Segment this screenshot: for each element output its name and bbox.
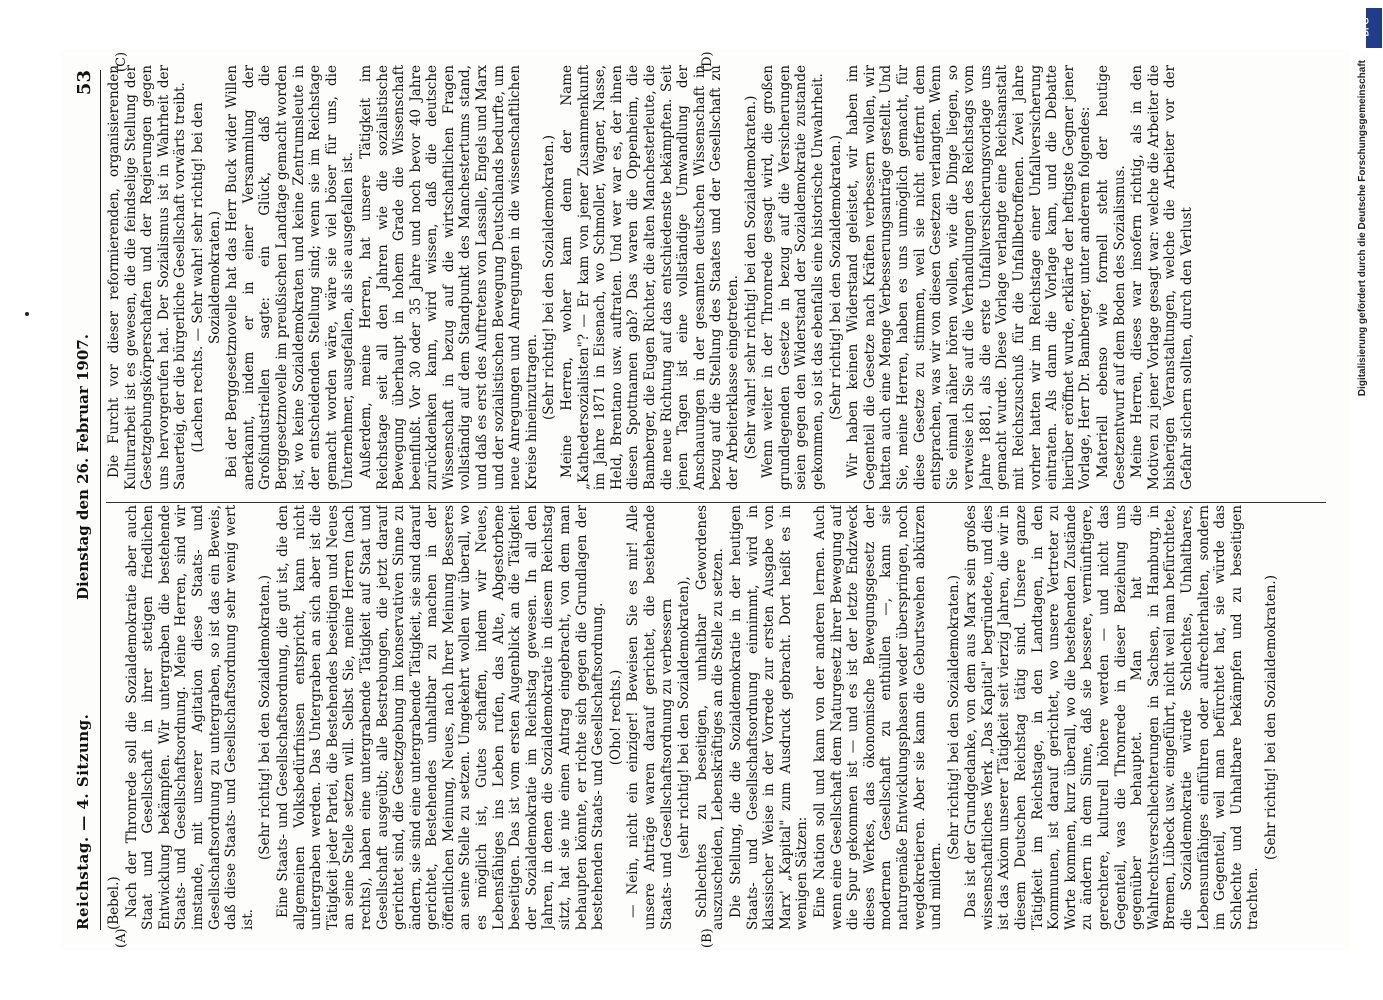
interjection-paragraph: (Sehr richtig! bei den Sozialdemokraten.) [827, 135, 844, 421]
text-paragraph: Meine Herren, dieses war insofern richtig, als in den Motiven zu jener Vorlage gesagt war: welche die Arbeiter die bisherigen Veranstaltungen, welche die Arbeiter vor der Gefahr sichern sollten, durch den Verlust [1129, 65, 1195, 490]
page-header [70, 70, 101, 930]
dfg-logo [1360, 8, 1382, 48]
header-title: Reichstag. — 4. Sitzung. [74, 713, 92, 930]
interjection-paragraph: (Sehr richtig! bei den Sozialdemokraten.) [1262, 575, 1279, 861]
speaker-tag: (Bebel.) [106, 876, 122, 930]
margin-mark-a: (A) [114, 928, 129, 948]
left-text-column [106, 505, 1326, 930]
print-speck [25, 312, 29, 316]
interjection-paragraph: (Sehr richtig! bei den Sozialdemokraten.) [257, 575, 274, 861]
column-divider [106, 502, 1326, 503]
margin-mark-d: (D) [700, 51, 715, 72]
text-paragraph: Meine Herren, woher kam denn der Name „Kathedersozialisten"? — Er kam von jener Zusammenkunft im Jahre 1871 in Eisenach, wo Schmoller, Wagner, Nasse, Held, Brentano usw. auftraten. Und wer war es, der ihnen diesen Spottnamen gab? Das waren die Oppenheim, die Bamberger, die Eugen Richter, die alten Manchesterleute, die die neue Richtung auf das entschiedenste bekämpften. Seit jenen Tagen ist eine vollständige Umwandlung der Anschauungen in der gesamten deutschen Wissenschaft in bezug auf die Stellung des Staates und der Gesellschaft zu der Arbeiterklasse eingetreten. [559, 65, 741, 490]
credit-text: Digitalisierung gefördert durch die Deutsche Forschungsgemeinschaft [1357, 60, 1368, 397]
text-paragraph: Materiell ebenso wie formell steht der heutige Gesetzentwurf auf dem Boden des Sozialismus. [1095, 65, 1128, 490]
text-paragraph: Wenn weiter in der Thronrede gesagt wird, die großen grundlegenden Gesetze in bezug auf die Versicherungen seien gegen den Widerstand der Sozialdemokratie zustande gekommen, so ist das ebenfalls eine historische Unwahrheit. [760, 65, 826, 490]
text-paragraph: Eine Staats- und Gesellschaftsordnung, die gut ist, die den allgemeinen Volksbedürfnissen entspricht, kann nicht untergraben werden. Das Untergraben an sich aber ist die Tätigkeit jeder Partei, die Bestehendes beseitigen und Neues an seine Stelle setzen will. Selbst Sie, meine Herren (nach rechts), haben eine untergrabende Tätigkeit auf Staat und Gesellschaft ausgeübt; alle Bestrebungen, die jetzt darauf gerichtet sind, die Gesetzgebung im konservativen Sinne zu ändern, sie sind eine untergrabende Tätigkeit, sie sind darauf gerichtet, Bestehendes unhaltbar zu machen in der öffentlichen Meinung, Neues, nach Ihrer Meinung Besseres an seine Stelle zu setzen. Umgekehrt wollen wir überall, wo es möglich ist, Gutes schaffen, indem wir Neues, Lebensfähiges ins Leben rufen, das Alte, Abgestorbene beseitigen. Das ist vom ersten Augenblick an die Tätigkeit der Sozialdemokratie im Reichstag gewesen. In all den Jahren, in denen die Sozialdemokratie in diesem Reichstag sitzt, hat sie nie einen Antrag eingebracht, von dem man behaupten könnte, er richte sich gegen die Grundlagen der bestehenden Staats- und Gesellschaftsordnung. [274, 505, 607, 930]
interjection-paragraph: (Sehr richtig! bei den Sozialdemokraten.) [945, 575, 962, 861]
digitization-credit [1357, 60, 1371, 960]
page-number: 53 [74, 70, 95, 96]
margin-mark-b: (B) [700, 928, 715, 948]
text-paragraph: Die Furcht vor dieser reformierenden, organisierenden Kulturarbeit ist es gewesen, die die feindselige Stellung der Gesetzgebungskörperschaften und der Regierungen gegen uns hervorgerufen hat. Der Sozialismus ist in Wahrheit der Sauerteig, der die bürgerliche Gesellschaft vorwärts treibt. [106, 65, 189, 490]
text-paragraph: Schlechtes zu beseitigen, unhaltbar Gewordenes auszuscheiden, Lebenskräftiges an die Stelle zu setzen. [693, 505, 727, 930]
interjection-paragraph: (Lachen rechts. — Sehr wahr! sehr richtig! bei den Sozialdemokraten.) [189, 102, 223, 453]
interjection-paragraph: (Sehr wahr! sehr richtig! bei den Sozialdemokraten.) [742, 95, 759, 460]
text-paragraph: Außerdem, meine Herren, hat unsere Tätigkeit im Reichstage seit all den Jahren wie die sozialistische Bewegung überhaupt in hohem Grade die Wissenschaft beeinflußt. Vor 30 oder 35 Jahre und noch bevor 40 Jahre zurückdenken kann, wird wissen, daß die deutsche Wissenschaft in bezug auf die wirtschaftlichen Fragen vollständig auf dem Standpunkt des Manchestertums stand, und daß es erst des Auftretens von Lassalle, Engels und Marx und der sozialistischen Bewegung Deutschlands bedurfte, um neue Anregungen und Anregungen in die wissenschaftlichen Kreise hineinzutragen. [357, 65, 540, 490]
right-text-column [106, 65, 1326, 490]
text-paragraph: Wir haben keinen Widerstand geleistet, wir haben im Gegenteil die Gesetze nach Kräften verbessern wollen, wir hatten auch eine Menge Verbesserungsanträge gestellt. Und Sie, meine Herren, haben es uns unmöglich gemacht, für diese Gesetze zu stimmen, weil sie nicht entfernt dem entsprachen, was wir von diesen Gesetzen verlangten. Wenn Sie einmal näher hören wollen, wie die Dinge liegen, so verweise ich Sie auf die Verhandlungen des Reichstags vom Jahre 1881, als die erste Unfallversicherungsvorlage uns gemacht wurde. Diese Vorlage verlangte eine Reichsanstalt mit Reichszuschuß für die Unfallbetroffenen. Zwei Jahre vorher hatten wir im Reichstage einer Unfallversicherung eintraten. Als dann die Vorlage kam, und die Debatte hierüber eröffnet wurde, erklärte der heftigste Gegner jener Vorlage, Herr Dr. Bamberger, unter anderem folgendes: [845, 65, 1094, 490]
text-paragraph: Bei der Berggesetznovelle hat das Herr Buck wider Willen anerkannt, indem er in einer Versammlung der Großindustriellen sagte: ein Glück, daß die Berggesetznovelle im preußischen Landtage gemacht worden ist, wo keine Sozialdemokraten und keine Zentrumsleute in der entscheidenden Stellung sind; wenn sie im Reichstage gemacht worden wäre, wäre sie viel böser für uns, die Unternehmer, ausgefallen, als sie ausgefallen ist. [224, 65, 357, 490]
rotated-document-page [60, 50, 1350, 950]
interjection-paragraph: (Sehr richtig! bei den Sozialdemokraten.) [541, 135, 558, 421]
interjection-paragraph: (Oho! rechts.) [607, 669, 624, 766]
text-paragraph: Eine Nation soll und kann von der anderen lernen. Auch wenn eine Gesellschaft dem Naturgesetz ihrer Bewegung auf die Spur gekommen ist — und es ist der letzte Endzweck dieses Werkes, das ökonomische Bewegungsgesetz der modernen Gesellschaft zu enthüllen —, kann sie naturgemäße Entwicklungsphasen weder überspringen, noch wegdekretieren. Aber sie kann die Geburtswehen abkürzen und mildern. [811, 505, 945, 930]
margin-mark-c: (C) [114, 51, 129, 72]
header-date: Dienstag den 26. Februar 1907. [74, 334, 92, 600]
text-paragraph: — Nein, nicht ein einziger! Beweisen Sie es mir! Alle unsere Anträge waren darauf gerichtet, die bestehende Staats- und Gesellschaftsordnung zu verbessern [625, 505, 675, 930]
interjection-paragraph: (sehr richtig! bei den Sozialdemokraten), [676, 576, 693, 859]
text-paragraph: Die Stellung, die die Sozialdemokratie in der heutigen Staats- und Gesellschaftsordnung einnimmt, wird in klassischer Weise in der Vorrede zur ersten Ausgabe von Marx' „Kapital" zum Ausdruck gebracht. Dort heißt es in wenigen Sätzen: [727, 505, 811, 930]
text-paragraph: Nach der Thronrede soll die Sozialdemokratie aber auch Staat und Gesellschaft in ihrer stetigen friedlichen Entwicklung bekämpfen. Wir untergraben die bestehende Staats- und Gesellschaftsordnung. Meine Herren, sind wir imstande, mit unserer Agitation diese Staats- und Gesellschaftsordnung zu untergraben, so ist das ein Beweis, daß diese Staats- und Gesellschaftsordnung sehr wenig wert ist. [123, 505, 256, 930]
text-paragraph: Das ist der Grundgedanke, von dem aus Marx sein großes wissenschaftliches Werk „Das Kapital" begründete, und dies ist das Axiom unserer Tätigkeit seit vierzig Jahren, die wir in diesem Deutschen Reichstag tätig sind. Unsere ganze Tätigkeit im Reichstage, in den Landtagen, in den Kommunen, ist darauf gerichtet, wo unsere Vertreter zu Worte kommen, kurz überall, wo die bestehenden Zustände zu ändern in dem Sinne, daß sie bessere, vernünftigere, gerechtere, kulturell höhere werden — und nicht das Gegenteil, was die Thronrede in dieser Beziehung uns gegenüber behauptet. Man hat die Wahlrechtsverschlechterungen in Sachsen, in Hamburg, in Bremen, Lübeck usw. eingeführt, nicht weil man befürchtete, die Sozialdemokratie würde Schlechtes, Unhaltbares, Lebensunfähiges einführen oder aufrechterhalten, sondern im Gegenteil, weil man befürchtet hat, sie würde das Schlechte und Unhaltbare bekämpfen und zu beseitigen trachten. [963, 505, 1262, 930]
dfg-logo-text: DFG [1360, 17, 1371, 37]
